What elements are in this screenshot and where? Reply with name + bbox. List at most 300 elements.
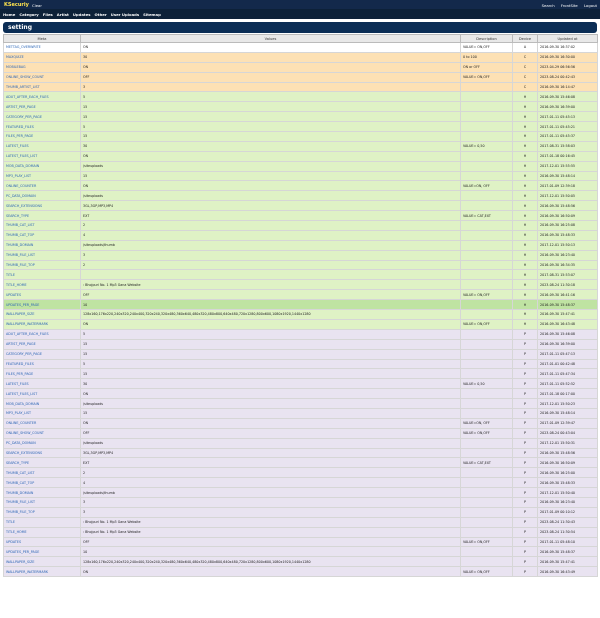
setting-device: P [513,349,538,359]
setting-device: H [513,102,538,112]
setting-updated-at: 2017-01-01 00:42:48 [538,359,598,369]
setting-updated-at: 2016-09-30 16:41:16 [538,290,598,300]
setting-device: P [513,448,538,458]
setting-value: : Bhojpuri No. 1 Mp3 Gana Website [81,517,461,527]
setting-meta-link[interactable]: MOB_DATA_DOMAIN [4,399,81,409]
setting-description [461,547,513,557]
setting-updated-at: 2016-09-30 16:25:08 [538,221,598,231]
setting-value: ON [81,151,461,161]
setting-updated-at: 2016-09-30 16:34:35 [538,260,598,270]
setting-meta-link[interactable]: THUMB_FILE_LIST [4,497,81,507]
setting-description [461,102,513,112]
setting-value: OFF [81,428,461,438]
setting-device: H [513,270,538,280]
setting-meta-link[interactable]: SEARCH_EXTENSIONS [4,448,81,458]
setting-updated-at: 2016-09-30 15:47:41 [538,557,598,567]
setting-description [461,339,513,349]
clear-link[interactable]: Clear [32,2,42,8]
top-right-links [537,3,597,8]
table-row [4,349,598,359]
setting-description [461,478,513,488]
setting-value: /siteuploads [81,191,461,201]
nav-sitemap[interactable]: Sitemap [143,12,161,17]
setting-device: P [513,497,538,507]
setting-updated-at: 2016-09-30 15:47:41 [538,310,598,320]
table-row [4,418,598,428]
setting-device: P [513,418,538,428]
setting-meta-link[interactable]: UPDATES_PER_PAGE [4,547,81,557]
table-row [4,537,598,547]
setting-value: 15 [81,349,461,359]
setting-meta-link[interactable]: LATEST_FILES [4,379,81,389]
setting-value: ON [81,418,461,428]
setting-meta-link[interactable]: MP3_PLAY_LIST [4,171,81,181]
setting-updated-at: 2016-09-30 16:14:47 [538,82,598,92]
nav-other[interactable]: Other [94,12,107,17]
setting-device: H [513,161,538,171]
setting-updated-at: 2016-09-30 15:48:56 [538,448,598,458]
table-row [4,112,598,122]
setting-meta-link[interactable]: ONLINE_SHOW_COUNT [4,72,81,82]
setting-value: 15 [81,112,461,122]
setting-meta-link[interactable]: CATEGORY_PER_PAGE [4,349,81,359]
setting-description [461,280,513,290]
setting-updated-at: 2016-09-30 15:46:08 [538,92,598,102]
setting-updated-at: 2016-09-30 15:48:33 [538,478,598,488]
table-row [4,240,598,250]
setting-description [461,92,513,102]
setting-value: 3 [81,507,461,517]
setting-updated-at: 2016-09-30 16:23:40 [538,250,598,260]
setting-description [461,260,513,270]
setting-description [461,517,513,527]
setting-device: H [513,112,538,122]
setting-description: VALUE= 0,50 [461,379,513,389]
setting-updated-at: 2017-08-31 15:58:03 [538,141,598,151]
setting-value: ON [81,319,461,329]
setting-updated-at: 2017-08-31 15:53:07 [538,270,598,280]
setting-value: EXT [81,458,461,468]
setting-meta-link[interactable]: SEARCH_TYPE [4,211,81,221]
settings-table [3,34,598,577]
setting-meta-link[interactable]: THUMB_DOMAIN [4,488,81,498]
setting-updated-at: 2016-09-30 15:46:08 [538,329,598,339]
setting-device: H [513,92,538,102]
table-row [4,211,598,221]
setting-updated-at: 2016-09-30 16:23:40 [538,497,598,507]
setting-value: 10 [81,300,461,310]
setting-meta-link[interactable]: MAXQUIZE [4,52,81,62]
setting-meta-link[interactable]: FILES_PER_PAGE [4,369,81,379]
setting-description [461,497,513,507]
setting-meta-link[interactable]: ARTIST_PER_PAGE [4,339,81,349]
nav-files[interactable]: Files [42,12,53,17]
setting-description [461,240,513,250]
table-row [4,43,598,53]
setting-description [461,488,513,498]
table-row [4,547,598,557]
setting-updated-at: 2016-09-30 16:39:00 [538,339,598,349]
setting-device: P [513,329,538,339]
setting-device: P [513,408,538,418]
setting-updated-at: 2017-01-11 05:47:13 [538,349,598,359]
setting-meta-link[interactable]: THUMB_ARTIST_LIST [4,82,81,92]
setting-description [461,329,513,339]
setting-value: 5 [81,92,461,102]
setting-value: 4 [81,230,461,240]
table-row [4,379,598,389]
setting-device: H [513,141,538,151]
setting-updated-at: 2016-09-30 15:48:37 [538,547,598,557]
table-row [4,468,598,478]
brand-logo[interactable]: KSecuriy [4,1,29,8]
setting-description: VALUE= ON,OFF [461,319,513,329]
setting-updated-at: 2017-01-09 12:39:47 [538,418,598,428]
setting-value: ON [81,43,461,53]
setting-device: P [513,478,538,488]
setting-updated-at: 2016-09-30 15:48:14 [538,171,598,181]
setting-device: P [513,517,538,527]
setting-description: ON or OFF [461,62,513,72]
setting-device: P [513,359,538,369]
setting-updated-at: 2017-01-11 05:48:10 [538,537,598,547]
setting-device: C [513,82,538,92]
setting-description [461,557,513,567]
logout-link[interactable]: Logout [584,2,597,8]
table-row [4,62,598,72]
table-row [4,191,598,201]
setting-meta-link[interactable]: WALLPAPER_WATERMARK [4,567,81,577]
col-values: Values [81,35,461,43]
setting-device: H [513,181,538,191]
setting-updated-at: 2017-01-09 12:39:18 [538,181,598,191]
setting-updated-at: 2017-12-01 15:55:55 [538,161,598,171]
setting-meta-link[interactable]: LATEST_FILES_LIST [4,151,81,161]
setting-description: VALUE= 0,50 [461,141,513,151]
setting-meta-link[interactable]: FEATURED_FILES [4,359,81,369]
setting-description [461,270,513,280]
setting-updated-at: 2017-01-11 05:52:52 [538,379,598,389]
setting-updated-at: 2016-09-30 16:39:00 [538,102,598,112]
setting-device: H [513,221,538,231]
setting-value: ON [81,389,461,399]
setting-updated-at: 2017-01-11 05:47:34 [538,369,598,379]
setting-description [461,399,513,409]
setting-description [461,161,513,171]
table-row [4,567,598,577]
setting-description: VALUE= CAT,EXT [461,458,513,468]
setting-meta-link[interactable]: THUMB_FILE_TOP [4,507,81,517]
setting-description: VALUE= ON,OFF [461,290,513,300]
table-body [4,43,598,577]
setting-updated-at: 2017-12-01 15:50:31 [538,438,598,448]
setting-value: 128x160,176x220,240x320,240x400,320x240,320x480,360x640,480x320,480x800,640x480,720x1280,800x600,1080x1920,1440x1280 [81,557,461,567]
table-row [4,161,598,171]
col-description: Description [461,35,513,43]
setting-updated-at: 2017-12-01 15:50:13 [538,240,598,250]
setting-value: 2 [81,221,461,231]
setting-description [461,349,513,359]
setting-meta-link[interactable]: THUMB_CAT_LIST [4,221,81,231]
setting-description [461,132,513,142]
setting-meta-link[interactable]: SEARCH_TYPE [4,458,81,468]
setting-value: 15 [81,339,461,349]
setting-updated-at: 2016-09-30 15:48:14 [538,408,598,418]
setting-meta-link[interactable]: THUMB_DOMAIN [4,240,81,250]
setting-value: OFF [81,290,461,300]
setting-description [461,369,513,379]
setting-meta-link[interactable]: WALLPAPER_SIZE [4,310,81,320]
setting-meta-link[interactable]: MOBILEBAG [4,62,81,72]
setting-meta-link[interactable]: WALLPAPER_WATERMARK [4,319,81,329]
setting-description [461,230,513,240]
setting-meta-link[interactable]: TITLE_HOME [4,280,81,290]
setting-meta-link[interactable]: MP3_PLAY_LIST [4,408,81,418]
table-row [4,151,598,161]
setting-value: 30 [81,141,461,151]
setting-meta-link[interactable]: UPDATES [4,290,81,300]
setting-value: 3 [81,250,461,260]
setting-value: 5 [81,329,461,339]
setting-meta-link[interactable]: MOB_DATA_DOMAIN [4,161,81,171]
setting-meta-link[interactable]: THUMB_FILE_LIST [4,250,81,260]
setting-meta-link[interactable]: THUMB_FILE_TOP [4,260,81,270]
setting-description: VALUE=ON, OFF [461,418,513,428]
setting-meta-link[interactable]: PC_DATA_DOMAIN [4,191,81,201]
table-row [4,458,598,468]
setting-value: 15 [81,408,461,418]
setting-device: H [513,151,538,161]
setting-value: /siteuploads [81,161,461,171]
setting-description [461,359,513,369]
setting-updated-at: 2023-08-24 00:43:04 [538,428,598,438]
setting-description [461,171,513,181]
table-row [4,92,598,102]
frontsite-link[interactable]: FrontSite [560,2,578,8]
setting-device: H [513,290,538,300]
setting-meta-link[interactable]: THUMB_CAT_TOP [4,230,81,240]
setting-device: P [513,458,538,468]
setting-meta-link[interactable]: THUMB_CAT_LIST [4,468,81,478]
setting-description [461,191,513,201]
table-row [4,478,598,488]
table-row [4,102,598,112]
setting-device: C [513,62,538,72]
setting-device: A [513,43,538,53]
setting-meta-link[interactable]: ONLINE_SHOW_COUNT [4,428,81,438]
table-row [4,141,598,151]
setting-meta-link[interactable]: SEARCH_EXTENSIONS [4,201,81,211]
setting-description [461,389,513,399]
setting-meta-link[interactable]: UPDATES_PER_PAGE [4,300,81,310]
col-device: Device [513,35,538,43]
setting-updated-at: 2017-12-01 15:50:23 [538,399,598,409]
table-row [4,329,598,339]
table-row [4,359,598,369]
setting-meta-link[interactable]: TITLE_HOME [4,527,81,537]
setting-description [461,221,513,231]
table-row [4,270,598,280]
table-row [4,300,598,310]
table-row [4,260,598,270]
setting-description: VALUE= ON,OFF [461,428,513,438]
setting-updated-at: 2016-09-30 16:43:49 [538,567,598,577]
setting-updated-at: 2017-12-01 15:50:05 [538,191,598,201]
setting-value: /siteuploads/thumb [81,488,461,498]
setting-updated-at: 2016-09-30 16:30:00 [538,52,598,62]
setting-value: ON [81,567,461,577]
setting-device: P [513,428,538,438]
setting-description [461,408,513,418]
nav-updates[interactable]: Updates [72,12,91,17]
setting-description: VALUE= ON,OFF [461,567,513,577]
table-row [4,557,598,567]
setting-updated-at: 2023-08-24 11:30:54 [538,527,598,537]
table-row [4,428,598,438]
setting-meta-link[interactable]: FEATURED_FILES [4,122,81,132]
setting-value: 5 [81,122,461,132]
setting-value: 15 [81,102,461,112]
setting-description [461,310,513,320]
setting-device: H [513,280,538,290]
setting-device: H [513,211,538,221]
setting-value: 2 [81,468,461,478]
table-row [4,497,598,507]
setting-meta-link[interactable]: FILES_PER_PAGE [4,132,81,142]
setting-meta-link[interactable]: ONLINE_COUNTER [4,418,81,428]
setting-description [461,438,513,448]
table-header-row [4,35,598,43]
setting-updated-at: 2016-09-30 15:48:33 [538,230,598,240]
nav-category[interactable]: Category [19,12,39,17]
table-row [4,448,598,458]
setting-device: H [513,260,538,270]
setting-device: P [513,537,538,547]
setting-meta-link[interactable]: PC_DATA_DOMAIN [4,438,81,448]
table-row [4,230,598,240]
setting-meta-link[interactable]: LATEST_FILES [4,141,81,151]
nav-artist[interactable]: Artist [56,12,69,17]
setting-device: H [513,171,538,181]
top-bar [0,0,600,9]
setting-value: 15 [81,171,461,181]
setting-meta-link[interactable]: METTAG_OVERWRITE [4,43,81,53]
setting-updated-at: 2016-09-30 15:48:56 [538,201,598,211]
setting-value: 10 [81,547,461,557]
setting-value: 5 [81,359,461,369]
table-row [4,132,598,142]
setting-device: P [513,488,538,498]
col-updated-at: Updated at [538,35,598,43]
setting-updated-at: 2023-08-24 00:42:43 [538,72,598,82]
setting-updated-at: 2017-01-18 00:16:45 [538,151,598,161]
setting-description [461,82,513,92]
setting-value: 3GL,3GP,MP3,MP4 [81,201,461,211]
setting-value: 2 [81,260,461,270]
table-row [4,517,598,527]
setting-device: H [513,191,538,201]
setting-updated-at: 2016-09-30 16:43:48 [538,319,598,329]
setting-meta-link[interactable]: ADUT_AFTER_EACH_FILES [4,92,81,102]
setting-meta-link[interactable]: TITLE [4,517,81,527]
setting-device: P [513,369,538,379]
table-row [4,72,598,82]
setting-device: H [513,201,538,211]
table-row [4,339,598,349]
setting-description: VALUE= CAT,EXT [461,211,513,221]
nav-home[interactable]: Home [3,12,16,17]
setting-updated-at: 2017-01-18 00:17:00 [538,389,598,399]
setting-updated-at: 2017-01-11 05:45:21 [538,122,598,132]
setting-description [461,250,513,260]
table-row [4,319,598,329]
setting-value: 3GL,3GP,MP3,MP4 [81,448,461,458]
setting-meta-link[interactable]: LATEST_FILES_LIST [4,389,81,399]
setting-value: OFF [81,537,461,547]
setting-updated-at: 2017-12-01 15:50:40 [538,488,598,498]
setting-description [461,300,513,310]
setting-device: P [513,567,538,577]
table-row [4,438,598,448]
setting-device: H [513,300,538,310]
setting-meta-link[interactable]: ONLINE_COUNTER [4,181,81,191]
setting-description [461,112,513,122]
main-nav [0,9,600,19]
setting-device: P [513,547,538,557]
table-row [4,527,598,537]
setting-description: VALUE=ON, OFF [461,181,513,191]
table-row [4,52,598,62]
setting-description [461,527,513,537]
setting-meta-link[interactable]: WALLPAPER_SIZE [4,557,81,567]
setting-meta-link[interactable]: ADUT_AFTER_EACH_FILES [4,329,81,339]
setting-meta-link[interactable]: ARTIST_PER_PAGE [4,102,81,112]
nav-user-uploads[interactable]: User Uploads [110,12,140,17]
setting-value: 3 [81,497,461,507]
setting-updated-at: 2016-09-30 16:25:00 [538,468,598,478]
setting-device: P [513,468,538,478]
setting-device: P [513,399,538,409]
setting-description: VALUE= ON,OFF [461,72,513,82]
setting-meta-link[interactable]: CATEGORY_PER_PAGE [4,112,81,122]
table-row [4,280,598,290]
setting-device: P [513,379,538,389]
setting-value: 15 [81,132,461,142]
setting-description [461,151,513,161]
setting-value: 30 [81,379,461,389]
setting-value: 128x160,176x220,240x320,240x400,320x240,320x480,360x640,480x320,480x800,640x480,720x1280,800x600,1080x1920,1440x1280 [81,310,461,320]
setting-meta-link[interactable]: UPDATES [4,537,81,547]
setting-meta-link[interactable]: THUMB_CAT_TOP [4,478,81,488]
page-title: setting [8,24,32,31]
setting-value: /siteuploads [81,399,461,409]
setting-updated-at: 2016-09-30 16:37:02 [538,43,598,53]
setting-value: ON [81,181,461,191]
setting-device: H [513,132,538,142]
setting-device: P [513,527,538,537]
setting-value: : Bhojpuri No. 1 Mp3 Gana Website [81,527,461,537]
table-row [4,122,598,132]
setting-updated-at: 2016-09-30 15:48:37 [538,300,598,310]
table-row [4,369,598,379]
table-row [4,82,598,92]
setting-description [461,507,513,517]
setting-value: OFF [81,72,461,82]
setting-updated-at: 2017-01-11 05:45:13 [538,112,598,122]
setting-meta-link[interactable]: TITLE [4,270,81,280]
setting-updated-at: 2023-08-24 11:30:18 [538,280,598,290]
search-link[interactable]: Search [541,2,555,8]
